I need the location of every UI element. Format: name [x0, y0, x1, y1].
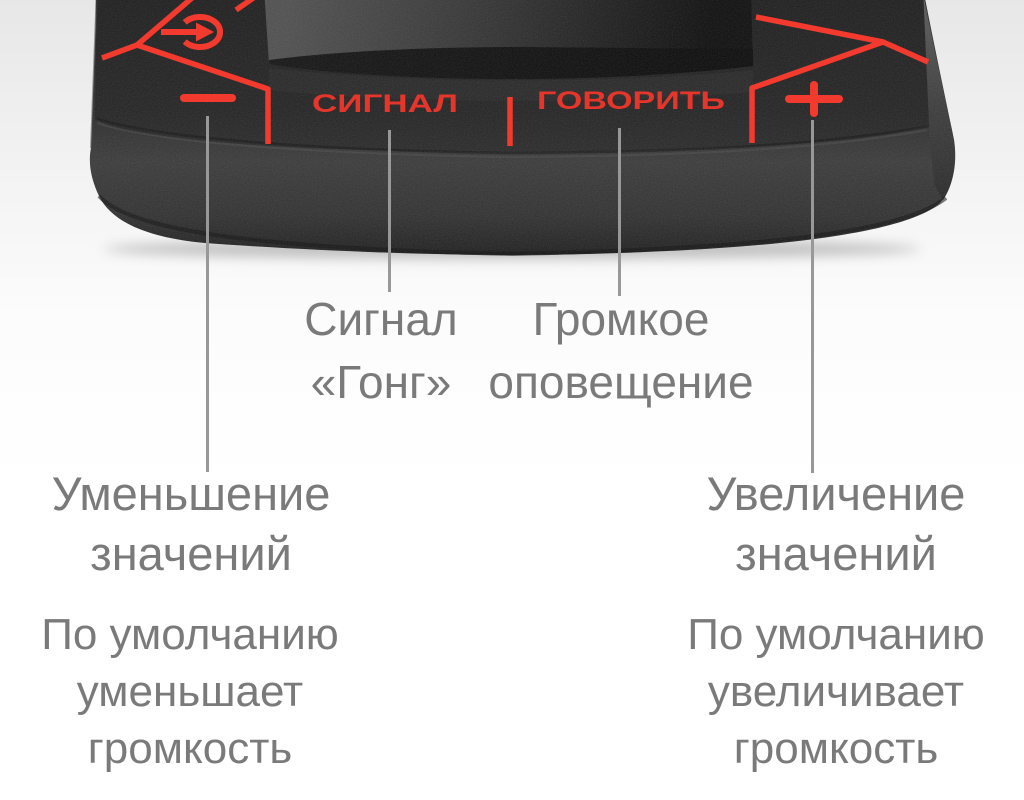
callout-line-signal	[388, 130, 391, 292]
annotation-increase-desc-line2: увеличивает	[707, 667, 965, 716]
annotation-increase-title-line1: Увеличение	[706, 467, 966, 520]
annotation-increase-title	[661, 464, 1011, 584]
surface-grain	[60, 0, 970, 278]
annotation-decrease-desc-line3: громкость	[87, 724, 293, 773]
annotation-loud-line1: Громкое	[532, 293, 710, 345]
talk-button-label: ГОВОРИТЬ	[537, 87, 726, 115]
annotation-loud-alert	[451, 288, 791, 414]
annotation-increase-desc-line3: громкость	[733, 724, 939, 773]
annotation-gong-line1: Сигнал	[304, 293, 458, 345]
annotation-decrease-title	[16, 464, 366, 584]
annotation-loud-line2: оповещение	[488, 356, 754, 408]
annotation-decrease-desc-line1: По умолчанию	[41, 610, 339, 659]
annotation-increase-title-line2: значений	[735, 527, 937, 580]
callout-line-talk	[618, 128, 621, 296]
annotation-decrease-title-line1: Уменьшение	[51, 467, 331, 520]
annotation-increase-desc-line1: По умолчанию	[687, 610, 985, 659]
annotation-decrease-title-line2: значений	[90, 527, 292, 580]
callout-line-plus	[811, 120, 814, 473]
annotation-gong-line2: «Гонг»	[310, 356, 452, 408]
signal-button-label: СИГНАЛ	[312, 90, 458, 118]
annotation-decrease-desc	[15, 606, 365, 777]
callout-line-minus	[206, 116, 209, 472]
annotation-decrease-desc-line2: уменьшает	[76, 667, 304, 716]
annotation-increase-desc	[661, 606, 1011, 777]
device-photo	[0, 0, 1024, 280]
